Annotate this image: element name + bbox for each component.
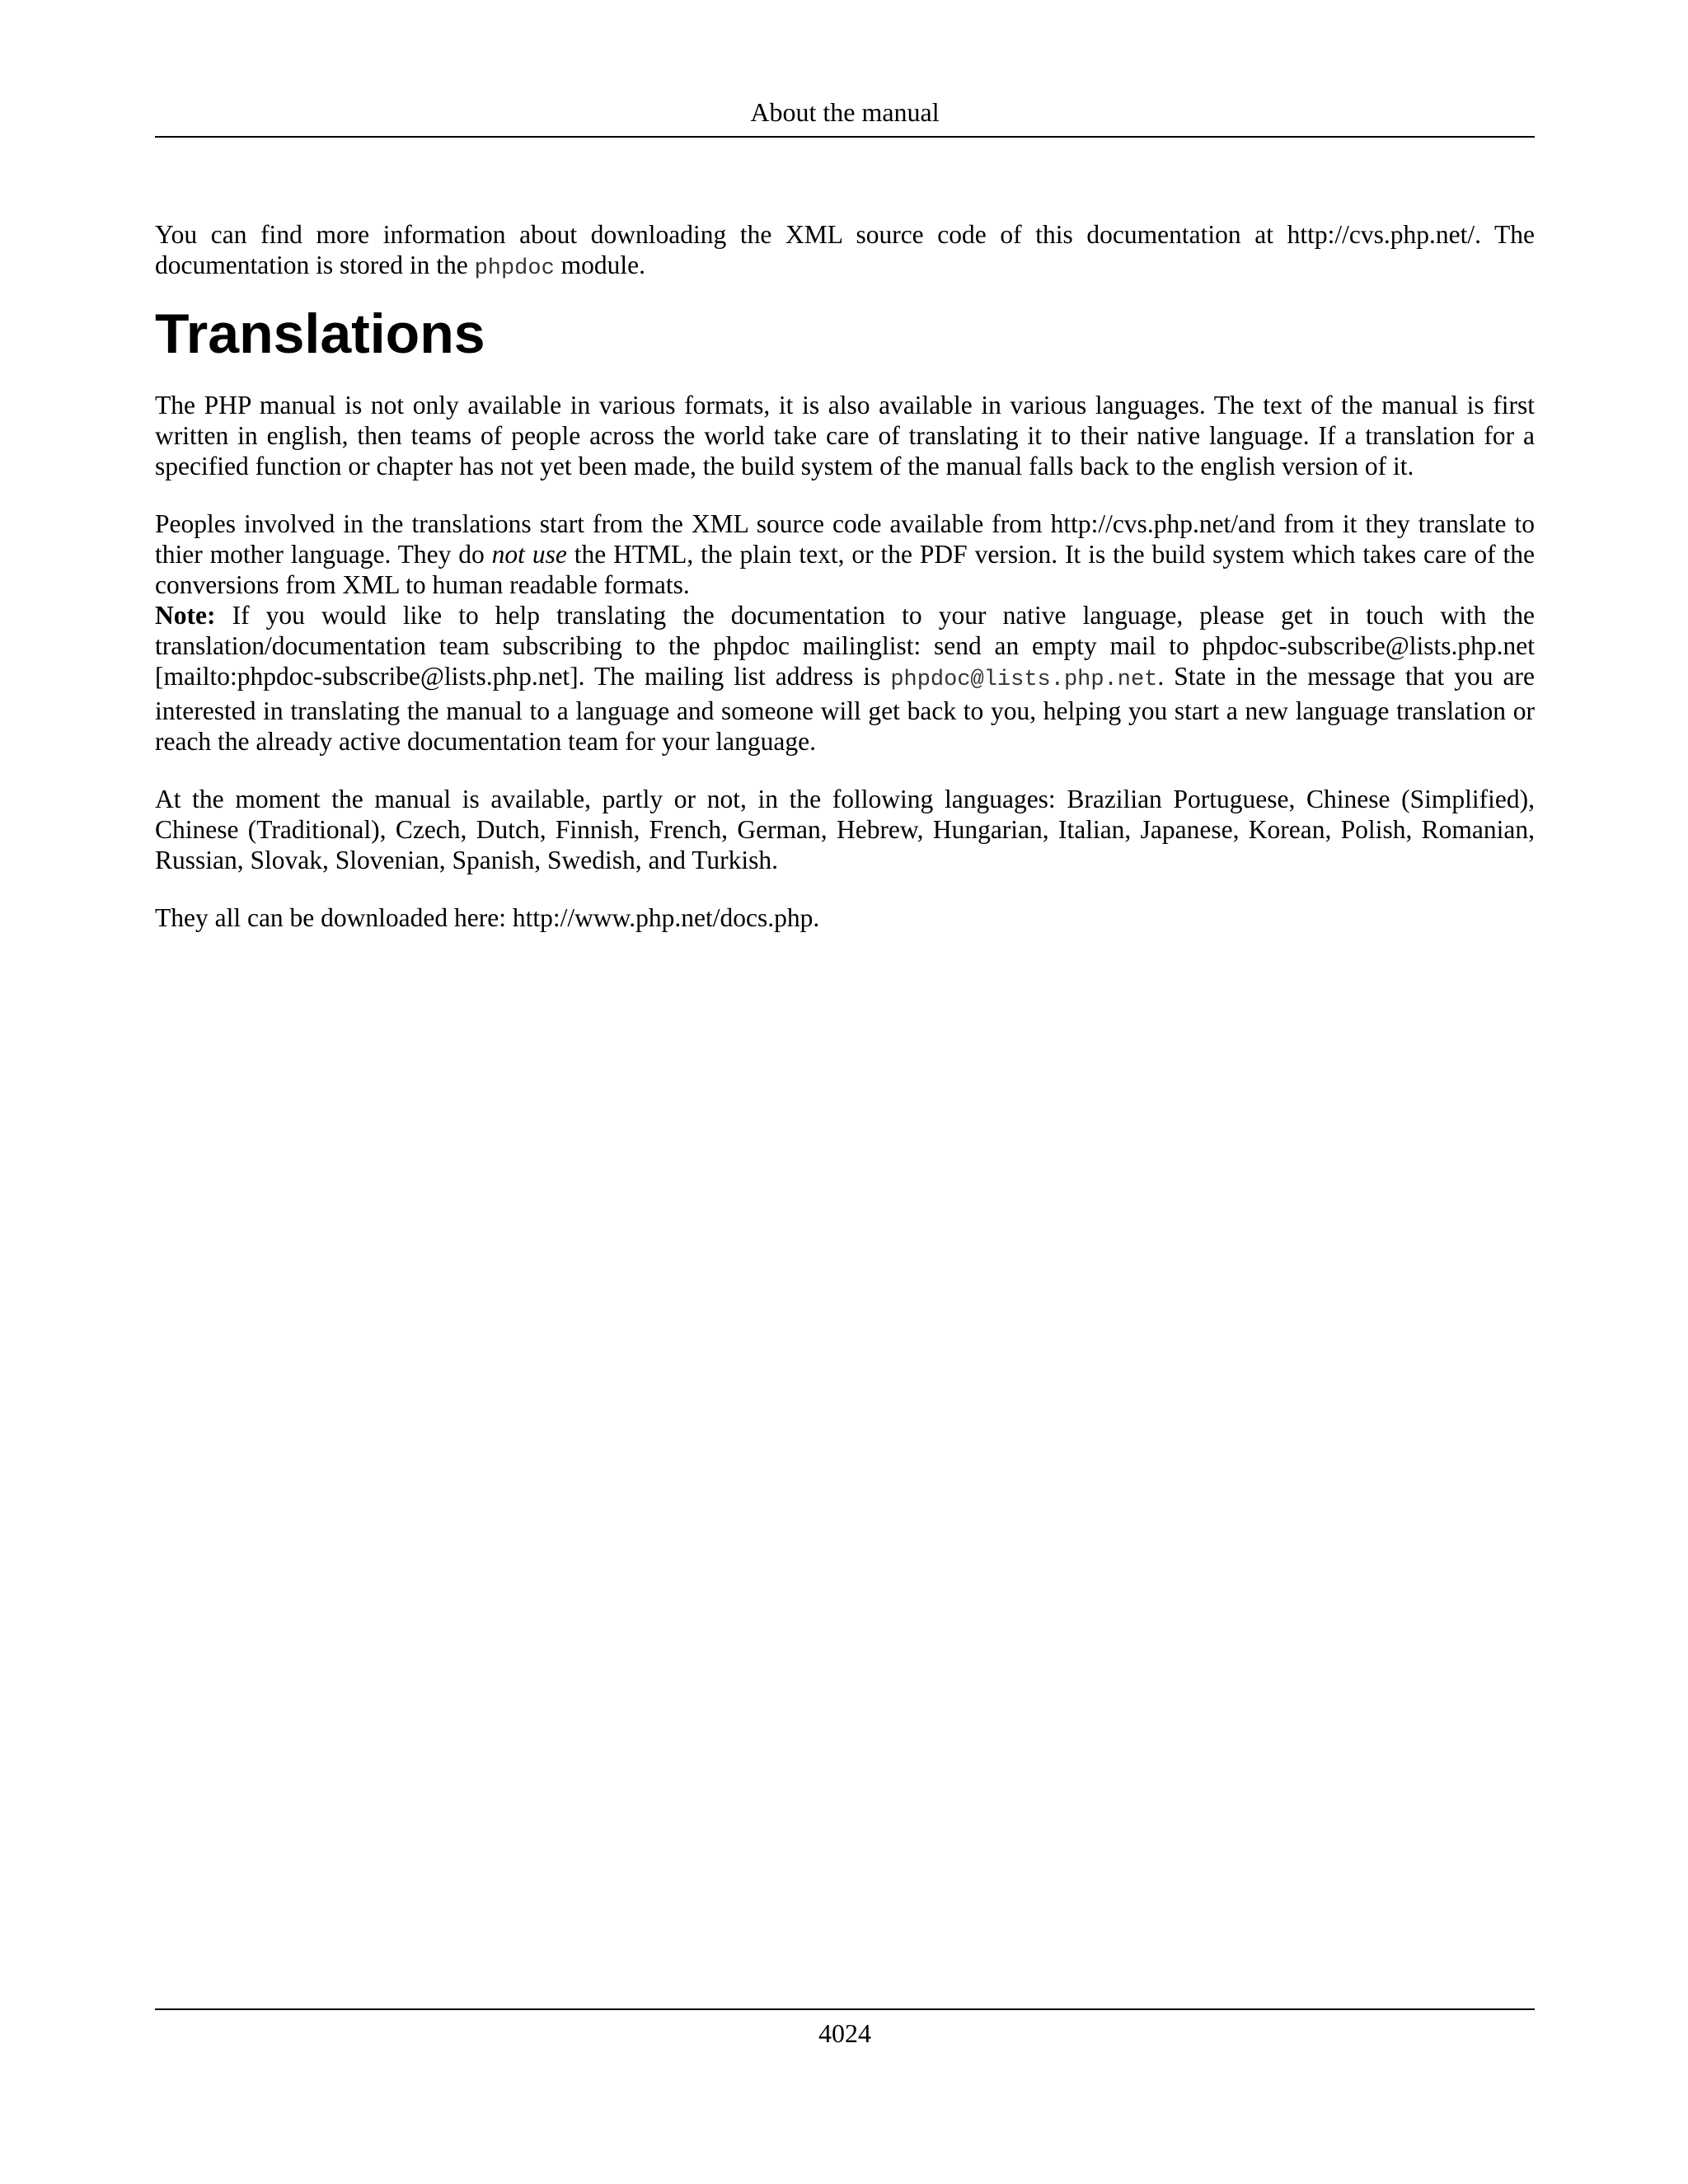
intro-text: You can find more information about downloading the XML source code of this documentation at http://cvs.php.net/. The documentation is stored in the bbox=[155, 220, 1535, 279]
emphasis-text: not use bbox=[491, 540, 567, 569]
intro-text-end: module. bbox=[554, 251, 646, 279]
note-label: Note: bbox=[155, 601, 216, 630]
section-heading: Translations bbox=[155, 302, 485, 365]
module-name: phpdoc bbox=[474, 256, 555, 281]
paragraph-2-text: Peoples involved in the translations start from the XML source code available from http://cvs.php.net/and from it they translate to thier mother language. They do bbox=[155, 509, 1535, 569]
mailing-list-address: phpdoc@lists.php.net bbox=[890, 668, 1158, 692]
intro-paragraph bbox=[155, 219, 1535, 284]
note-block bbox=[155, 600, 1535, 757]
translations-paragraph-1: The PHP manual is not only available in various formats, it is also available in various languages. The text of the manual is first written in english, then teams of people across the world take care of translating it to their native language. If a translation for a specified function or chapter has not yet been made, the build system of the manual falls back to the english version of it. bbox=[155, 391, 1535, 480]
page-number: 4024 bbox=[818, 2018, 871, 2048]
running-header: About the manual bbox=[750, 97, 940, 127]
download-paragraph: They all can be downloaded here: http://www.php.net/docs.php. bbox=[155, 903, 820, 932]
footer-rule bbox=[155, 2008, 1535, 2010]
translations-paragraph-2 bbox=[155, 509, 1535, 600]
header-rule bbox=[155, 136, 1535, 138]
page-content bbox=[155, 219, 1535, 933]
languages-paragraph: At the moment the manual is available, partly or not, in the following languages: Brazilian Portuguese, Chinese (Simplified), Chinese (Traditional), Czech, Dutch, Finnish, French, German, Hebrew, Hungarian, Italian, Japanese, Korean, Polish, Romanian, Russian, Slovak, Slovenian, Spanish, Swedish, and Turkish. bbox=[155, 785, 1535, 874]
note-text-end: . State in the message that you are interested in translating the manual to a language and someone will get back to you, helping you start a new language translation or reach the already active documentation team for your language. bbox=[155, 662, 1536, 756]
note-text: If you would like to help translating the documentation to your native language, please get in touch with the translation/documentation team subscribing to the phpdoc mailinglist: send an empty mail to phpdoc-subscribe@lists.php.net [mailto:phpdoc-subscribe@lists.php.net]. The mailing list address is bbox=[155, 601, 1535, 691]
paragraph-2-text-end: the HTML, the plain text, or the PDF version. It is the build system which takes care of the conversions from XML to human readable formats. bbox=[155, 540, 1535, 599]
